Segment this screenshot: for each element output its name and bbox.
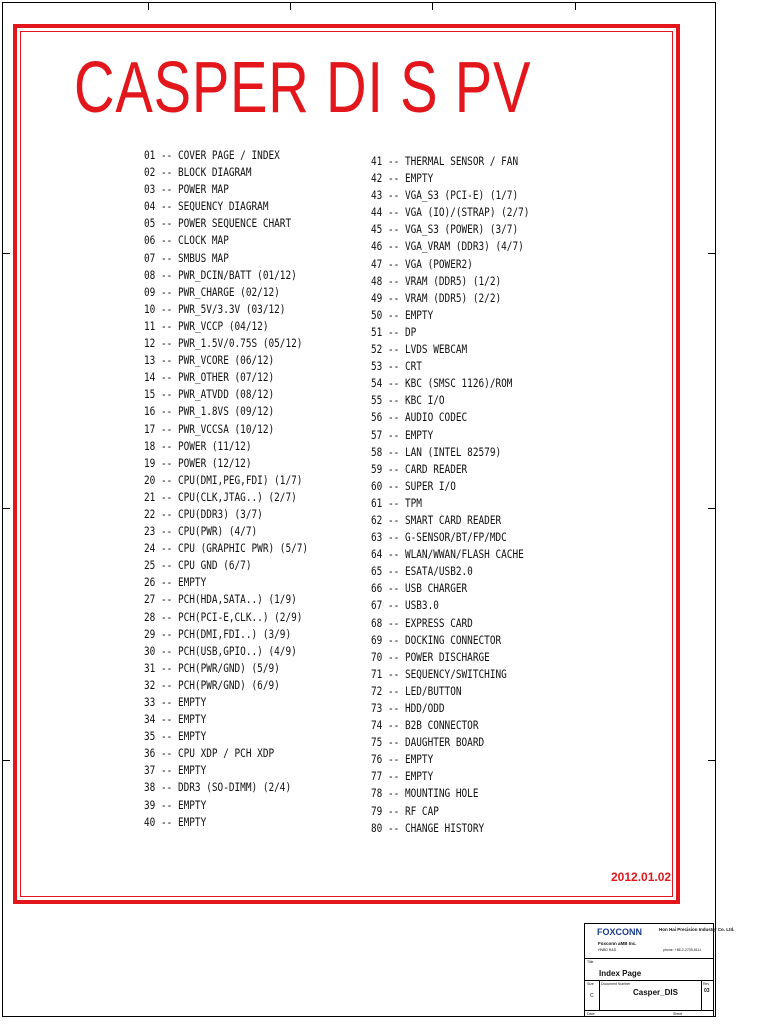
title-block-divider: [585, 958, 713, 959]
document-number: Casper_DIS: [633, 988, 678, 997]
index-entry: 76 -- EMPTY: [371, 753, 434, 767]
index-entry: 28 -- PCH(PCI-E,CLK..) (2/9): [144, 610, 303, 624]
index-entry: 74 -- B2B CONNECTOR: [371, 719, 479, 733]
index-entry: 15 -- PWR_ATVDD (08/12): [144, 388, 275, 402]
index-entry: 64 -- WLAN/WWAN/FLASH CACHE: [371, 548, 524, 562]
index-entry: 03 -- POWER MAP: [144, 183, 229, 197]
index-entry: 32 -- PCH(PWR/GND) (6/9): [144, 678, 280, 692]
foxconn-logo: FOXCONN: [597, 927, 642, 937]
index-entry: 11 -- PWR_VCCP (04/12): [144, 319, 269, 333]
date-label: 2012.01.02: [611, 870, 672, 884]
frame-tick: [2, 508, 10, 509]
index-list-right: [371, 153, 529, 837]
index-entry: 22 -- CPU(DDR3) (3/7): [144, 507, 263, 521]
frame-tick: [708, 253, 716, 254]
index-entry: 53 -- CRT: [371, 360, 422, 374]
revision: 03: [704, 988, 710, 994]
index-entry: 56 -- AUDIO CODEC: [371, 411, 468, 425]
index-entry: 36 -- CPU XDP / PCH XDP: [144, 747, 275, 761]
index-entry: 35 -- EMPTY: [144, 730, 207, 744]
index-entry: 41 -- THERMAL SENSOR / FAN: [371, 155, 519, 168]
index-entry: 18 -- POWER (11/12): [144, 439, 252, 453]
index-entry: 47 -- VGA (POWER2): [371, 257, 473, 271]
index-entry: 07 -- SMBUS MAP: [144, 251, 229, 265]
index-entry: 10 -- PWR_5V/3.3V (03/12): [144, 302, 286, 316]
index-entry: 25 -- CPU GND (6/7): [144, 559, 252, 573]
index-entry: 12 -- PWR_1.5V/0.75S (05/12): [144, 337, 303, 351]
red-inner-border: [20, 31, 673, 897]
index-entry: 49 -- VRAM (DDR5) (2/2): [371, 291, 502, 305]
company-name: Hon Hai Precision Industry Co. Ltd.: [659, 927, 735, 932]
index-entry: 13 -- PWR_VCORE (06/12): [144, 354, 275, 368]
index-entry: 17 -- PWR_VCCSA (10/12): [144, 422, 275, 436]
index-entry: 38 -- DDR3 (SO-DIMM) (2/4): [144, 781, 292, 795]
index-entry: 37 -- EMPTY: [144, 764, 207, 778]
index-entry: 66 -- USB CHARGER: [371, 582, 468, 596]
index-entry: 65 -- ESATA/USB2.0: [371, 565, 473, 579]
index-entry: 09 -- PWR_CHARGE (02/12): [144, 285, 280, 299]
index-entry: 40 -- EMPTY: [144, 815, 207, 829]
index-entry: 75 -- DAUGHTER BOARD: [371, 736, 485, 750]
phone-number: phone: +86-2-2709-6111: [663, 948, 702, 952]
frame-tick: [290, 2, 291, 10]
index-entry: 80 -- CHANGE HISTORY: [371, 821, 485, 835]
index-entry: 57 -- EMPTY: [371, 428, 434, 442]
index-entry: 23 -- CPU(PWR) (4/7): [144, 525, 258, 539]
index-list-left: [144, 147, 308, 831]
index-entry: 39 -- EMPTY: [144, 798, 207, 812]
index-entry: 52 -- LVDS WEBCAM: [371, 343, 468, 357]
frame-tick: [2, 760, 10, 761]
title-block-divider: [599, 980, 600, 1010]
title-label: Title: [587, 960, 594, 964]
index-entry: 30 -- PCH(USB,GPIO..) (4/9): [144, 644, 297, 658]
index-entry: 48 -- VRAM (DDR5) (1/2): [371, 274, 502, 288]
sheet-field-label: Sheet: [673, 1012, 683, 1016]
index-entry: 51 -- DP: [371, 325, 417, 339]
index-entry: 59 -- CARD READER: [371, 462, 468, 476]
index-entry: 55 -- KBC I/O: [371, 394, 445, 408]
sheet-size: C: [590, 993, 594, 999]
index-entry: 21 -- CPU(CLK,JTAG..) (2/7): [144, 490, 297, 504]
index-entry: 67 -- USB3.0: [371, 599, 439, 613]
date-field-label: Date:: [587, 1012, 596, 1016]
index-entry: 70 -- POWER DISCHARGE: [371, 650, 490, 664]
index-entry: 16 -- PWR_1.8VS (09/12): [144, 405, 275, 419]
frame-tick: [432, 2, 433, 10]
frame-tick: [708, 508, 716, 509]
index-entry: 61 -- TPM: [371, 496, 422, 510]
index-entry: 60 -- SUPER I/O: [371, 479, 456, 493]
index-entry: 08 -- PWR_DCIN/BATT (01/12): [144, 268, 297, 282]
index-entry: 20 -- CPU(DMI,PEG,FDI) (1/7): [144, 473, 303, 487]
index-entry: 04 -- SEQUENCY DIAGRAM: [144, 200, 269, 214]
index-entry: 27 -- PCH(HDA,SATA..) (1/9): [144, 593, 297, 607]
frame-tick: [708, 760, 716, 761]
index-entry: 19 -- POWER (12/12): [144, 456, 252, 470]
sheet-title: Index Page: [599, 969, 642, 978]
index-entry: 72 -- LED/BUTTON: [371, 684, 462, 698]
index-entry: 05 -- POWER SEQUENCE CHART: [144, 217, 292, 231]
index-entry: 34 -- EMPTY: [144, 713, 207, 727]
rev-label: Rev: [703, 982, 710, 986]
index-entry: 42 -- EMPTY: [371, 172, 434, 186]
index-entry: 14 -- PWR_OTHER (07/12): [144, 371, 275, 385]
index-entry: 02 -- BLOCK DIAGRAM: [144, 166, 252, 180]
index-entry: 46 -- VGA_VRAM (DDR3) (4/7): [371, 240, 524, 254]
department: HNBD R&D: [598, 948, 617, 952]
index-entry: 78 -- MOUNTING HOLE: [371, 787, 479, 801]
index-entry: 63 -- G-SENSOR/BT/FP/MDC: [371, 531, 507, 545]
index-entry: 62 -- SMART CARD READER: [371, 513, 502, 527]
index-entry: 24 -- CPU (GRAPHIC PWR) (5/7): [144, 542, 309, 556]
index-entry: 29 -- PCH(DMI,FDI..) (3/9): [144, 627, 292, 641]
index-entry: 06 -- CLOCK MAP: [144, 234, 229, 248]
page-title: CASPER DI S PV: [74, 48, 532, 128]
title-block-divider: [585, 1010, 713, 1011]
index-entry: 58 -- LAN (INTEL 82579): [371, 445, 502, 459]
index-entry: 69 -- DOCKING CONNECTOR: [371, 633, 502, 647]
title-block-divider: [585, 980, 713, 981]
index-entry: 50 -- EMPTY: [371, 308, 434, 322]
title-block: [584, 923, 735, 1017]
title-block-divider: [701, 980, 702, 1010]
index-entry: 44 -- VGA (IO)/(STRAP) (2/7): [371, 206, 530, 220]
frame-tick: [2, 253, 10, 254]
index-entry: 71 -- SEQUENCY/SWITCHING: [371, 667, 507, 681]
index-entry: 31 -- PCH(PWR/GND) (5/9): [144, 661, 280, 675]
index-entry: 77 -- EMPTY: [371, 770, 434, 784]
index-entry: 01 -- COVER PAGE / INDEX: [144, 149, 280, 162]
index-entry: 33 -- EMPTY: [144, 696, 207, 709]
subsidiary-name: Foxconn aMB Inc.: [598, 941, 637, 946]
size-label: Size: [587, 982, 594, 986]
index-entry: 73 -- HDD/ODD: [371, 702, 445, 715]
index-entry: 68 -- EXPRESS CARD: [371, 616, 473, 630]
index-entry: 26 -- EMPTY: [144, 576, 207, 590]
frame-tick: [148, 2, 149, 10]
index-entry: 43 -- VGA_S3 (PCI-E) (1/7): [371, 189, 519, 203]
doc-number-label: Document Number: [601, 982, 631, 986]
index-entry: 45 -- VGA_S3 (POWER) (3/7): [371, 223, 519, 237]
frame-tick: [575, 2, 576, 10]
index-entry: 54 -- KBC (SMSC 1126)/ROM: [371, 377, 513, 391]
index-entry: 79 -- RF CAP: [371, 804, 439, 818]
